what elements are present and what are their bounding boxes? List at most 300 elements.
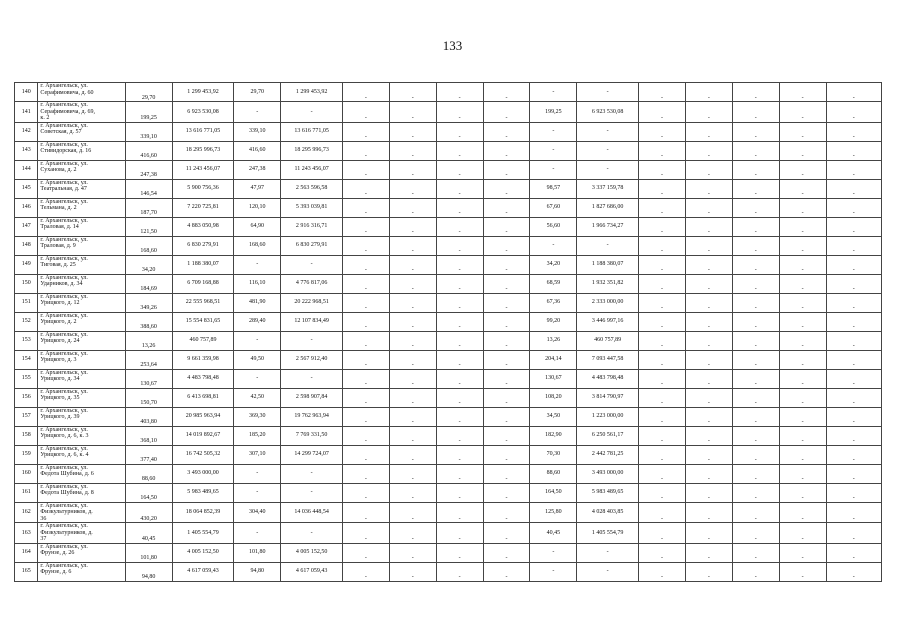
area-cell: 199,25 <box>125 102 172 123</box>
value-cell: - <box>483 102 530 123</box>
value-cell: - <box>826 122 882 141</box>
address-line: Физкультурников, д. <box>40 509 93 515</box>
area-cell: 388,60 <box>125 312 172 331</box>
value-cell: - <box>389 255 436 274</box>
area-cell: 99,20 <box>530 312 577 331</box>
area-cell: 49,50 <box>234 350 281 369</box>
address-line: Федота Шубина, д. 6 <box>40 471 94 477</box>
row-number: 147 <box>15 217 38 236</box>
value-cell: - <box>826 160 882 179</box>
address-line: г. Архангельск, ул. <box>40 236 88 243</box>
address-line: 37 <box>40 536 47 542</box>
value-cell: - <box>685 483 732 502</box>
value-cell: - <box>343 255 390 274</box>
value-cell: - <box>343 523 390 544</box>
value-cell: - <box>826 312 882 331</box>
address-cell <box>38 293 125 312</box>
address-cell <box>38 543 125 562</box>
value-cell: - <box>685 160 732 179</box>
address-line: Серафимовича, д. 69, <box>40 108 95 115</box>
area-cell: 29,70 <box>125 83 172 102</box>
value-cell: - <box>436 274 483 293</box>
value-cell: - <box>779 523 826 544</box>
value-cell: - <box>436 543 483 562</box>
value-cell: - <box>343 217 390 236</box>
value-cell: - <box>732 523 779 544</box>
address-line: Урицкого, д. 12 <box>40 300 80 306</box>
address-line: 36 <box>40 515 47 522</box>
value-cell: - <box>685 543 732 562</box>
address-line: Физкультурников, д. <box>40 529 93 536</box>
total-cost-cell: 18 064 852,39 <box>172 502 234 523</box>
value-cell: - <box>389 312 436 331</box>
address-line: Тельмана, д. 2 <box>40 205 77 211</box>
value-cell: - <box>483 407 530 426</box>
value-cell: - <box>389 160 436 179</box>
cost-cell: 1 223 000,00 <box>577 407 639 426</box>
value-cell: - <box>343 102 390 123</box>
area-cell: 108,20 <box>530 388 577 407</box>
value-cell: - <box>639 160 686 179</box>
value-cell: - <box>826 483 882 502</box>
value-cell: - <box>343 350 390 369</box>
value-cell: - <box>779 543 826 562</box>
area-cell: - <box>234 483 281 502</box>
value-cell: - <box>483 562 530 581</box>
value-cell: - <box>732 160 779 179</box>
address-cell <box>38 388 125 407</box>
value-cell: - <box>483 388 530 407</box>
value-cell: - <box>343 160 390 179</box>
value-cell: - <box>826 369 882 388</box>
area-cell: - <box>530 562 577 581</box>
value-cell: - <box>483 464 530 483</box>
value-cell: - <box>779 198 826 217</box>
value-cell: - <box>483 255 530 274</box>
table-row <box>15 445 882 464</box>
value-cell: - <box>483 543 530 562</box>
value-cell: - <box>436 236 483 255</box>
value-cell: - <box>685 102 732 123</box>
address-cell <box>38 255 125 274</box>
row-number: 163 <box>15 523 38 544</box>
value-cell: - <box>483 350 530 369</box>
value-cell: - <box>436 160 483 179</box>
value-cell: - <box>436 483 483 502</box>
total-cost-cell: 14 019 892,67 <box>172 426 234 445</box>
address-line: к. 2 <box>40 115 50 121</box>
value-cell: - <box>779 274 826 293</box>
area-cell: 430,20 <box>125 502 172 523</box>
total-cost-cell: 4 483 798,48 <box>172 369 234 388</box>
area-cell: 168,60 <box>125 236 172 255</box>
total-cost-cell: 7 220 725,81 <box>172 198 234 217</box>
value-cell: - <box>483 274 530 293</box>
value-cell: - <box>685 464 732 483</box>
address-line: г. Архангельск, ул. <box>40 83 88 89</box>
area-cell: 339,10 <box>125 122 172 141</box>
value-cell: - <box>389 445 436 464</box>
address-line: г. Архангельск, ул. <box>40 102 88 108</box>
address-cell <box>38 331 125 350</box>
value-cell: - <box>779 236 826 255</box>
cost-cell: - <box>281 255 343 274</box>
area-cell: 67,60 <box>530 198 577 217</box>
cost-cell: 14 036 448,54 <box>281 502 343 523</box>
value-cell: - <box>732 102 779 123</box>
row-number: 152 <box>15 312 38 331</box>
address-line: Траловая, д. 14 <box>40 224 79 230</box>
cost-cell: - <box>281 464 343 483</box>
cost-cell: 2 598 907,84 <box>281 388 343 407</box>
cost-cell: 11 243 456,07 <box>281 160 343 179</box>
value-cell: - <box>685 407 732 426</box>
value-cell: - <box>639 236 686 255</box>
address-line: Театральная, д. 47 <box>40 186 87 192</box>
value-cell: - <box>779 141 826 160</box>
value-cell: - <box>483 369 530 388</box>
value-cell: - <box>826 83 882 102</box>
cost-cell: 4 028 403,85 <box>577 502 639 523</box>
value-cell: - <box>685 217 732 236</box>
address-line: г. Архангельск, ул. <box>40 255 88 262</box>
row-number: 151 <box>15 293 38 312</box>
value-cell: - <box>343 407 390 426</box>
address-cell <box>38 502 125 523</box>
total-cost-cell: 13 616 771,05 <box>172 122 234 141</box>
cost-cell: 3 446 997,16 <box>577 312 639 331</box>
value-cell: - <box>389 141 436 160</box>
area-cell: 368,10 <box>125 426 172 445</box>
area-cell: - <box>530 236 577 255</box>
row-number: 161 <box>15 483 38 502</box>
area-cell: 56,60 <box>530 217 577 236</box>
table-row <box>15 293 882 312</box>
value-cell: - <box>436 198 483 217</box>
value-cell: - <box>483 483 530 502</box>
table-row <box>15 102 882 123</box>
address-line: Фрунзе, д. 26 <box>40 550 75 556</box>
address-line: г. Архангельск, ул. <box>40 141 88 148</box>
cost-cell: 7 769 331,50 <box>281 426 343 445</box>
value-cell: - <box>389 122 436 141</box>
value-cell: - <box>389 198 436 217</box>
value-cell: - <box>389 483 436 502</box>
total-cost-cell: 9 661 359,98 <box>172 350 234 369</box>
address-line: Фрунзе, д. 6 <box>40 569 72 575</box>
value-cell: - <box>779 102 826 123</box>
value-cell: - <box>779 407 826 426</box>
table-row <box>15 236 882 255</box>
address-line: Суханова, д. 2 <box>40 167 77 173</box>
value-cell: - <box>685 369 732 388</box>
total-cost-cell: 6 709 168,88 <box>172 274 234 293</box>
cost-cell: 6 923 530,08 <box>577 102 639 123</box>
value-cell: - <box>483 217 530 236</box>
area-cell: 40,45 <box>125 523 172 544</box>
value-cell: - <box>639 562 686 581</box>
total-cost-cell: 22 555 968,51 <box>172 293 234 312</box>
area-cell: 70,30 <box>530 445 577 464</box>
cost-cell: 20 222 968,51 <box>281 293 343 312</box>
cost-cell: 4 005 152,50 <box>281 543 343 562</box>
row-number: 160 <box>15 464 38 483</box>
address-cell <box>38 312 125 331</box>
table-row <box>15 312 882 331</box>
address-line: г. Архангельск, ул. <box>40 426 88 433</box>
address-line: Ударников, д. 34 <box>40 281 83 287</box>
address-cell <box>38 122 125 141</box>
value-cell: - <box>389 274 436 293</box>
value-cell: - <box>389 331 436 350</box>
value-cell: - <box>639 312 686 331</box>
table-row <box>15 483 882 502</box>
value-cell: - <box>483 236 530 255</box>
total-cost-cell: 4 617 059,43 <box>172 562 234 581</box>
value-cell: - <box>732 83 779 102</box>
table-row <box>15 407 882 426</box>
area-cell: 94,80 <box>234 562 281 581</box>
cost-cell: 1 405 554,79 <box>577 523 639 544</box>
table-row <box>15 274 882 293</box>
value-cell: - <box>732 543 779 562</box>
row-number: 162 <box>15 502 38 523</box>
total-cost-cell: 20 985 963,94 <box>172 407 234 426</box>
address-cell <box>38 445 125 464</box>
value-cell: - <box>483 312 530 331</box>
value-cell: - <box>389 407 436 426</box>
value-cell: - <box>826 102 882 123</box>
area-cell: 13,26 <box>125 331 172 350</box>
cost-cell: 2 563 596,58 <box>281 179 343 198</box>
value-cell: - <box>779 350 826 369</box>
value-cell: - <box>343 426 390 445</box>
area-cell: 481,90 <box>234 293 281 312</box>
value-cell: - <box>639 464 686 483</box>
value-cell: - <box>732 562 779 581</box>
value-cell: - <box>779 369 826 388</box>
cost-cell: 460 757,89 <box>577 331 639 350</box>
area-cell: 34,20 <box>125 255 172 274</box>
value-cell: - <box>436 562 483 581</box>
address-line: Урицкого, д. 3 <box>40 357 77 363</box>
value-cell: - <box>685 523 732 544</box>
area-cell: 377,40 <box>125 445 172 464</box>
cost-cell: 2 567 912,40 <box>281 350 343 369</box>
area-cell: 47,97 <box>234 179 281 198</box>
value-cell: - <box>826 236 882 255</box>
address-line: г. Архангельск, ул. <box>40 312 88 319</box>
value-cell: - <box>779 445 826 464</box>
address-cell <box>38 464 125 483</box>
area-cell: 34,50 <box>530 407 577 426</box>
value-cell: - <box>436 502 483 523</box>
area-cell: - <box>234 369 281 388</box>
value-cell: - <box>732 274 779 293</box>
row-number: 158 <box>15 426 38 445</box>
value-cell: - <box>639 102 686 123</box>
value-cell: - <box>639 122 686 141</box>
table-row <box>15 523 882 544</box>
area-cell: 182,90 <box>530 426 577 445</box>
value-cell: - <box>779 179 826 198</box>
cost-cell: 5 393 039,81 <box>281 198 343 217</box>
area-cell: - <box>530 543 577 562</box>
value-cell: - <box>389 293 436 312</box>
value-cell: - <box>389 562 436 581</box>
total-cost-cell: 5 900 756,36 <box>172 179 234 198</box>
value-cell: - <box>483 293 530 312</box>
value-cell: - <box>483 445 530 464</box>
value-cell: - <box>732 407 779 426</box>
area-cell: 164,50 <box>125 483 172 502</box>
value-cell: - <box>639 502 686 523</box>
value-cell: - <box>826 523 882 544</box>
value-cell: - <box>389 179 436 198</box>
value-cell: - <box>639 523 686 544</box>
value-cell: - <box>389 350 436 369</box>
value-cell: - <box>343 236 390 255</box>
value-cell: - <box>436 426 483 445</box>
value-cell: - <box>779 331 826 350</box>
value-cell: - <box>639 483 686 502</box>
address-line: Тиговая, д. 25 <box>40 262 76 268</box>
address-line: г. Архангельск, ул. <box>40 274 88 281</box>
value-cell: - <box>685 562 732 581</box>
area-cell: 101,80 <box>234 543 281 562</box>
area-cell: 289,40 <box>234 312 281 331</box>
value-cell: - <box>685 122 732 141</box>
cost-cell: 18 295 996,73 <box>281 141 343 160</box>
value-cell: - <box>343 562 390 581</box>
row-number: 140 <box>15 83 38 102</box>
value-cell: - <box>826 350 882 369</box>
address-line: Урицкого, д. 6, к. 4 <box>40 452 89 458</box>
cost-cell: 1 932 351,82 <box>577 274 639 293</box>
address-cell <box>38 274 125 293</box>
value-cell: - <box>343 543 390 562</box>
cost-cell: 3 493 000,00 <box>577 464 639 483</box>
table-row <box>15 141 882 160</box>
value-cell: - <box>483 160 530 179</box>
value-cell: - <box>436 122 483 141</box>
value-cell: - <box>639 331 686 350</box>
address-line: г. Архангельск, ул. <box>40 445 88 452</box>
value-cell: - <box>826 407 882 426</box>
area-cell: - <box>234 331 281 350</box>
row-number: 141 <box>15 102 38 123</box>
value-cell: - <box>389 102 436 123</box>
value-cell: - <box>732 236 779 255</box>
address-line: г. Архангельск, ул. <box>40 388 88 395</box>
area-cell: 164,50 <box>530 483 577 502</box>
area-cell: - <box>234 464 281 483</box>
cost-cell: - <box>281 523 343 544</box>
table-row <box>15 83 882 102</box>
value-cell: - <box>639 198 686 217</box>
value-cell: - <box>732 464 779 483</box>
area-cell: 247,38 <box>125 160 172 179</box>
total-cost-cell: 6 923 530,08 <box>172 102 234 123</box>
area-cell: 64,90 <box>234 217 281 236</box>
total-cost-cell: 1 299 453,92 <box>172 83 234 102</box>
row-number: 142 <box>15 122 38 141</box>
cost-cell: 6 830 279,91 <box>281 236 343 255</box>
address-cell <box>38 236 125 255</box>
area-cell: 116,10 <box>234 274 281 293</box>
row-number: 143 <box>15 141 38 160</box>
cost-cell: 12 107 834,49 <box>281 312 343 331</box>
value-cell: - <box>732 179 779 198</box>
data-table <box>14 82 882 582</box>
row-number: 144 <box>15 160 38 179</box>
value-cell: - <box>343 274 390 293</box>
table-row <box>15 502 882 523</box>
value-cell: - <box>389 523 436 544</box>
value-cell: - <box>732 331 779 350</box>
value-cell: - <box>639 179 686 198</box>
value-cell: - <box>343 198 390 217</box>
value-cell: - <box>343 141 390 160</box>
value-cell: - <box>639 255 686 274</box>
cost-cell: 7 093 447,58 <box>577 350 639 369</box>
table-row <box>15 562 882 581</box>
address-cell <box>38 83 125 102</box>
address-line: г. Архангельск, ул. <box>40 198 88 205</box>
value-cell: - <box>685 274 732 293</box>
value-cell: - <box>343 331 390 350</box>
area-cell: - <box>530 141 577 160</box>
value-cell: - <box>779 502 826 523</box>
area-cell: 120,10 <box>234 198 281 217</box>
value-cell: - <box>389 83 436 102</box>
value-cell: - <box>685 236 732 255</box>
address-line: г. Архангельск, ул. <box>40 179 88 186</box>
value-cell: - <box>483 141 530 160</box>
area-cell: - <box>530 160 577 179</box>
value-cell: - <box>685 179 732 198</box>
address-cell <box>38 483 125 502</box>
value-cell: - <box>779 388 826 407</box>
table-body <box>15 83 882 582</box>
total-cost-cell: 1 188 380,07 <box>172 255 234 274</box>
value-cell: - <box>826 502 882 523</box>
value-cell: - <box>826 274 882 293</box>
value-cell: - <box>685 350 732 369</box>
cost-cell: - <box>577 543 639 562</box>
table-row <box>15 426 882 445</box>
total-cost-cell: 11 243 456,07 <box>172 160 234 179</box>
area-cell: 416,60 <box>234 141 281 160</box>
address-line: Серафимовича, д. 60 <box>40 89 94 96</box>
total-cost-cell: 1 405 554,79 <box>172 523 234 544</box>
row-number: 145 <box>15 179 38 198</box>
address-line: г. Архангельск, ул. <box>40 122 88 129</box>
value-cell: - <box>779 426 826 445</box>
cost-cell: 2 333 000,00 <box>577 293 639 312</box>
row-number: 157 <box>15 407 38 426</box>
row-number: 156 <box>15 388 38 407</box>
cost-cell: - <box>577 160 639 179</box>
value-cell: - <box>826 217 882 236</box>
total-cost-cell: 4 005 152,50 <box>172 543 234 562</box>
table-row <box>15 464 882 483</box>
value-cell: - <box>343 122 390 141</box>
value-cell: - <box>483 179 530 198</box>
value-cell: - <box>732 369 779 388</box>
cost-cell: - <box>577 236 639 255</box>
cost-cell: 6 250 561,17 <box>577 426 639 445</box>
